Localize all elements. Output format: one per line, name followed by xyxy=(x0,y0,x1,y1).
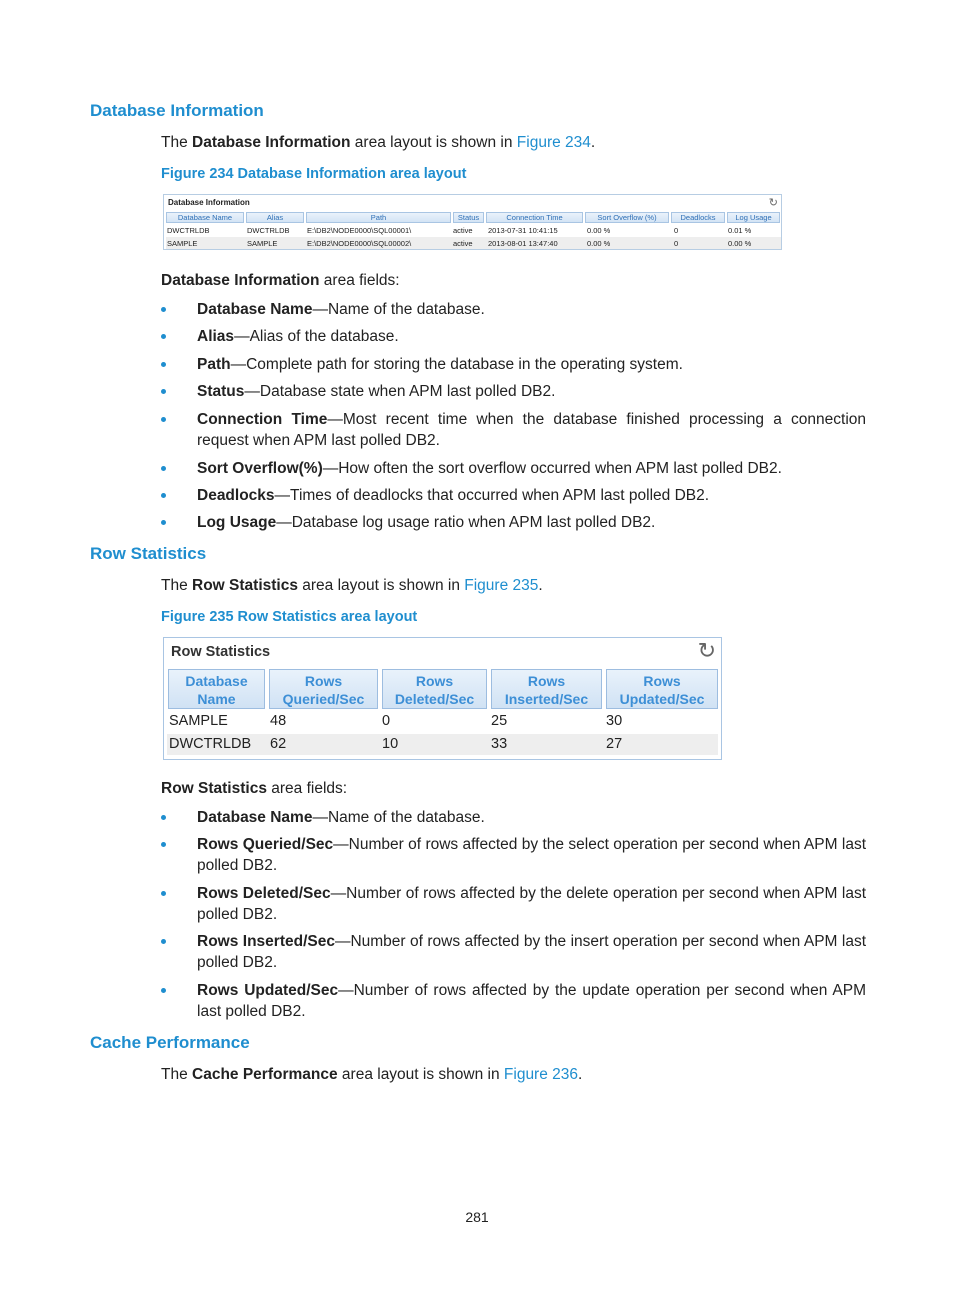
column-header-connection-time[interactable]: Connection Time xyxy=(486,212,583,223)
cell-rows-deleted: 10 xyxy=(382,736,399,752)
cell-rows-deleted: 0 xyxy=(382,713,391,729)
column-header-rows-inserted[interactable]: Rows Inserted/Sec xyxy=(491,669,602,709)
list-item: Path—Complete path for storing the database in the operating system. xyxy=(161,354,866,375)
cell-sort-overflow: 0.00 % xyxy=(587,226,611,235)
bullet-icon xyxy=(161,466,166,471)
list-item: Connection Time—Most recent time when the database finished processing a connection request when APM last polled DB2. xyxy=(161,409,866,451)
cell-rows-queried: 62 xyxy=(270,736,287,752)
bullet-icon xyxy=(161,815,166,820)
column-header-deadlocks[interactable]: Deadlocks xyxy=(671,212,725,223)
widget-title: Row Statistics xyxy=(171,644,271,660)
refresh-icon[interactable]: ↻ xyxy=(768,197,778,209)
cell-path: E:\DB2\NODE0000\SQL00002\ xyxy=(307,239,412,248)
cell-log-usage: 0.00 % xyxy=(728,239,752,248)
table-row[interactable] xyxy=(167,734,718,755)
figure-235-caption: Figure 235 Row Statistics area layout xyxy=(161,609,418,625)
bullet-icon xyxy=(161,307,166,312)
bullet-icon xyxy=(161,520,166,525)
db-info-fields-intro: Database Information area fields: xyxy=(161,272,400,289)
column-header-sort-overflow[interactable]: Sort Overflow (%) xyxy=(585,212,669,223)
cell-alias: SAMPLE xyxy=(247,239,278,248)
table-header xyxy=(164,212,783,223)
list-item: Deadlocks—Times of deadlocks that occurred when APM last polled DB2. xyxy=(161,485,866,506)
column-header-database-name[interactable]: Database Name xyxy=(166,212,244,223)
bullet-icon xyxy=(161,988,166,993)
list-item: Status—Database state when APM last polled DB2. xyxy=(161,381,866,402)
bullet-icon xyxy=(161,417,166,422)
row-stats-fields-intro: Row Statistics area fields: xyxy=(161,780,348,797)
cell-connection-time: 2013-08-01 13:47:40 xyxy=(488,239,558,248)
cell-database-name: SAMPLE xyxy=(167,239,198,248)
cell-rows-inserted: 33 xyxy=(491,736,508,752)
cell-log-usage: 0.01 % xyxy=(728,226,752,235)
column-header-log-usage[interactable]: Log Usage xyxy=(727,212,780,223)
column-header-alias[interactable]: Alias xyxy=(246,212,304,223)
column-header-rows-updated[interactable]: Rows Updated/Sec xyxy=(606,669,718,709)
db-info-intro: The Database Information area layout is shown in Figure 234. xyxy=(161,134,596,151)
cell-database-name: SAMPLE xyxy=(169,713,228,729)
cell-alias: DWCTRLDB xyxy=(247,226,290,235)
bullet-icon xyxy=(161,362,166,367)
cell-status: active xyxy=(453,239,473,248)
column-header-rows-queried[interactable]: Rows Queried/Sec xyxy=(269,669,378,709)
list-item: Log Usage—Database log usage ratio when APM last polled DB2. xyxy=(161,512,866,533)
list-item: Database Name—Name of the database. xyxy=(161,807,866,828)
bullet-icon xyxy=(161,939,166,944)
figure-236-link[interactable]: Figure 236 xyxy=(503,1066,579,1083)
bullet-icon xyxy=(161,334,166,339)
cell-rows-inserted: 25 xyxy=(491,713,508,729)
bullet-icon xyxy=(161,842,166,847)
cell-rows-updated: 30 xyxy=(606,713,623,729)
database-information-widget xyxy=(163,194,782,250)
cell-rows-queried: 48 xyxy=(270,713,287,729)
section-heading-cache-performance: Cache Performance xyxy=(90,1033,250,1052)
widget-title: Database Information xyxy=(168,198,250,207)
bullet-icon xyxy=(161,493,166,498)
column-header-database-name[interactable]: Database Name xyxy=(168,669,265,709)
table-row[interactable] xyxy=(166,224,781,236)
cell-database-name: DWCTRLDB xyxy=(169,736,252,752)
figure-235-link[interactable]: Figure 235 xyxy=(464,577,539,594)
refresh-icon[interactable]: ↻ xyxy=(697,638,716,663)
column-header-status[interactable]: Status xyxy=(453,212,484,223)
row-stats-intro: The Row Statistics area layout is shown in Figure 235. xyxy=(161,577,543,594)
cell-path: E:\DB2\NODE0000\SQL00001\ xyxy=(307,226,412,235)
section-heading-database-information: Database Information xyxy=(90,101,264,120)
row-statistics-widget xyxy=(163,637,722,760)
table-row[interactable] xyxy=(166,237,781,249)
page-number: 281 xyxy=(465,1209,489,1225)
cell-sort-overflow: 0.00 % xyxy=(587,239,611,248)
section-heading-row-statistics: Row Statistics xyxy=(90,544,207,563)
figure-234-link[interactable]: Figure 234 xyxy=(516,134,591,151)
cache-perf-intro: The Cache Performance area layout is shown in Figure 236. xyxy=(161,1066,583,1083)
cell-deadlocks: 0 xyxy=(674,226,679,235)
cell-deadlocks: 0 xyxy=(674,239,679,248)
list-item: Database Name—Name of the database. xyxy=(161,299,866,320)
list-item: Alias—Alias of the database. xyxy=(161,326,866,347)
bullet-icon xyxy=(161,389,166,394)
list-item: Sort Overflow(%)—How often the sort overflow occurred when APM last polled DB2. xyxy=(161,458,866,479)
list-item: Rows Deleted/Sec—Number of rows affected by the delete operation per second when APM last polled DB2. xyxy=(161,883,866,925)
bullet-icon xyxy=(161,891,166,896)
column-header-path[interactable]: Path xyxy=(306,212,451,223)
figure-234-caption: Figure 234 Database Information area layout xyxy=(161,166,467,182)
list-item: Rows Updated/Sec—Number of rows affected by the update operation per second when APM last polled DB2. xyxy=(161,980,866,1022)
cell-connection-time: 2013-07-31 10:41:15 xyxy=(488,226,558,235)
table-row[interactable] xyxy=(167,711,718,732)
list-item: Rows Inserted/Sec—Number of rows affected by the insert operation per second when APM last polled DB2. xyxy=(161,931,866,973)
column-header-rows-deleted[interactable]: Rows Deleted/Sec xyxy=(382,669,487,709)
cell-status: active xyxy=(453,226,473,235)
cell-database-name: DWCTRLDB xyxy=(167,226,210,235)
cell-rows-updated: 27 xyxy=(606,736,623,752)
list-item: Rows Queried/Sec—Number of rows affected by the select operation per second when APM last polled DB2. xyxy=(161,834,866,876)
